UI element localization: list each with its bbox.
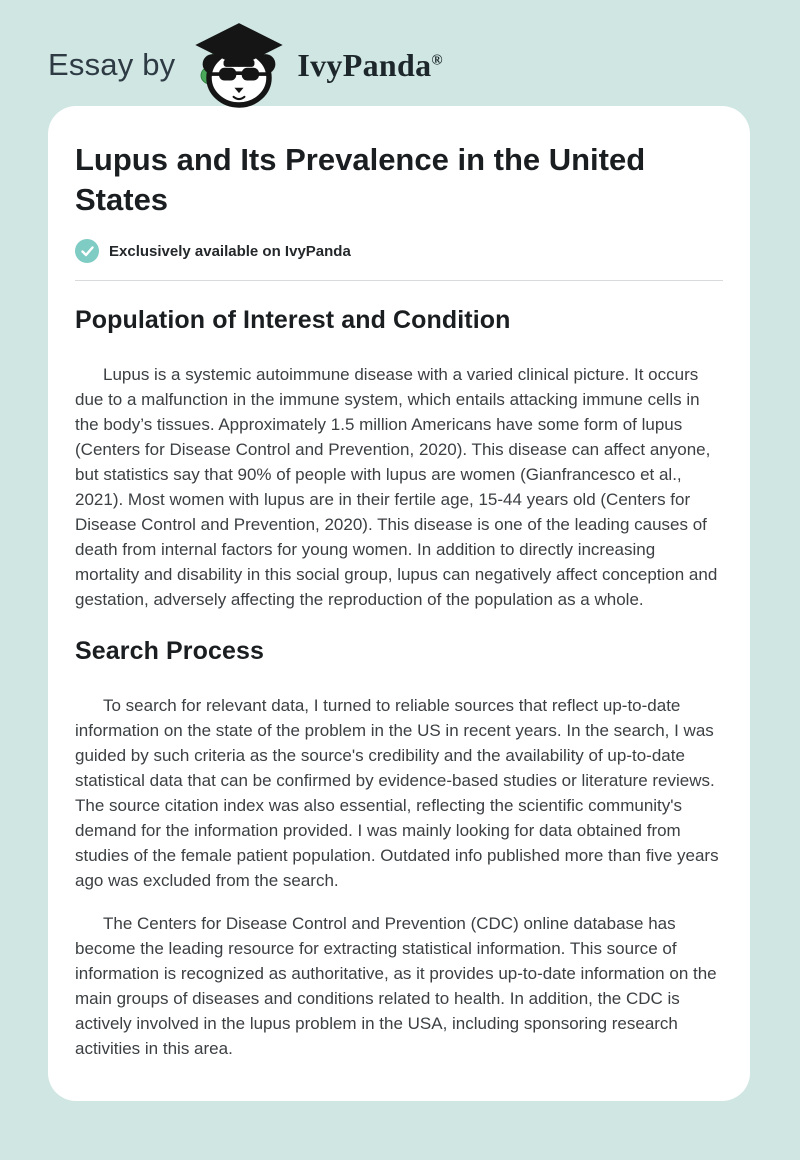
section-heading: Search Process xyxy=(75,637,265,665)
site-header xyxy=(0,0,800,104)
check-icon xyxy=(75,239,99,263)
section-heading: Population of Interest and Condition xyxy=(75,306,511,334)
exclusive-badge xyxy=(75,239,723,263)
badge-label: Exclusively available on IvyPanda xyxy=(109,242,351,260)
body-paragraph: To search for relevant data, I turned to reliable sources that reflect up-to-date information on the state of the problem in the US in recent years. In the search, I was guided by such criteria as the source's credibility and the availability of up-to-date statistical data that can be confirmed by evidence-based studies or literature reviews. The source citation index was also essential, reflecting the scientific community's demand for the information provided. I was mainly looking for data obtained from studies of the female patient population. Outdated info published more than five years ago was excluded from the search. xyxy=(75,696,719,890)
body-paragraph: Lupus is a systemic autoimmune disease with a varied clinical picture. It occurs due to a malfunction in the immune system, which entails attacking immune cells in the body’s tissues. Approximately 1.5 million Americans have some form of lupus (Centers for Disease Control and Prevention, 2020). This disease can affect anyone, but statistics say that 90% of people with lupus are women (Gianfrancesco et al., 2021). Most women with lupus are in their fertile age, 15-44 years old (Centers for Disease Control and Prevention, 2020). This disease is one of the leading causes of death from internal factors for young women. In addition to directly increasing mortality and disability in this social group, lupus can negatively affect conception and gestation, adversely affecting the reproduction of the population as a whole. xyxy=(75,365,718,609)
section-search-process xyxy=(75,637,723,1061)
body-paragraph: The Centers for Disease Control and Prevention (CDC) online database has become the leading resource for extracting statistical information. This source of information is recognized as authoritative, as it provides up-to-date information on the main groups of diseases and conditions related to health. In addition, the CDC is actively involved in the lupus problem in the USA, including sponsoring research activities in this area. xyxy=(75,914,717,1058)
essay-by-label: Essay by xyxy=(48,47,176,82)
divider xyxy=(75,280,723,281)
brand-name: IvyPanda® xyxy=(297,46,443,83)
panda-graduate-icon xyxy=(189,20,289,110)
essay-card xyxy=(48,106,750,1101)
registered-mark: ® xyxy=(431,51,443,68)
page-title: Lupus and Its Prevalence in the United States xyxy=(75,142,646,217)
ivypanda-logo xyxy=(189,20,443,110)
section-population-of-interest xyxy=(75,306,723,612)
